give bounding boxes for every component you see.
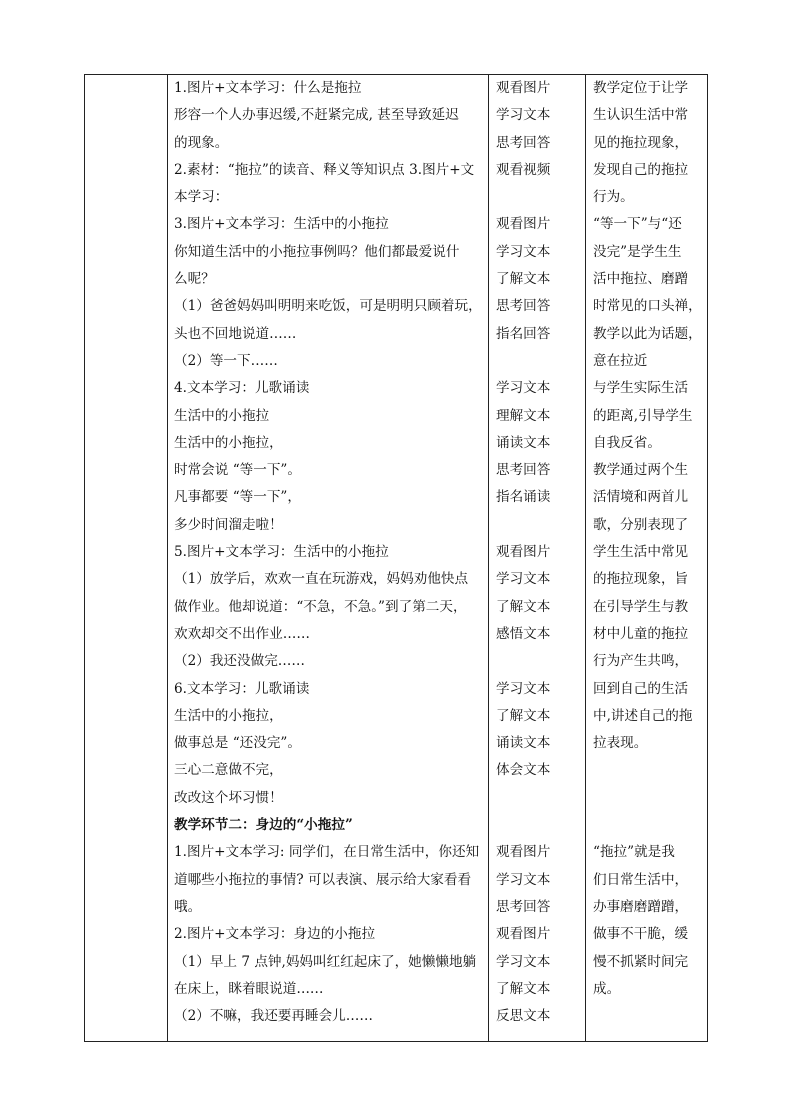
intent-line bbox=[593, 785, 707, 812]
content-line: 道哪些小拖拉的事情? 可以表演、展示给大家看看 bbox=[174, 871, 472, 888]
content-line: 1.图片+文本学习：什么是拖拉 bbox=[174, 80, 362, 96]
activities-line: 观看图片 bbox=[496, 80, 551, 96]
activities-line: 观看图片 bbox=[496, 844, 551, 861]
content-line: 头也不回地说道…… bbox=[174, 325, 297, 342]
content-line: 欢欢却交不出作业…… bbox=[174, 625, 310, 642]
content-line: 生活中的小拖拉， bbox=[174, 707, 283, 724]
activities-line bbox=[496, 648, 585, 675]
activities-line bbox=[496, 812, 585, 839]
intent-line: 材中儿童的拖拉 bbox=[593, 625, 689, 642]
activities-line: 体会文本 bbox=[496, 762, 551, 779]
activities-line: 观看图片 bbox=[496, 544, 551, 561]
content-line: 做事总是 “还没完”。 bbox=[174, 735, 301, 752]
activities-line: 观看视频 bbox=[496, 161, 551, 178]
intent-line: 自我反省。 bbox=[593, 434, 661, 451]
intent-line: 做事不干脆，缓 bbox=[593, 926, 689, 943]
intent-line: 中,讲述自己的拖 bbox=[593, 707, 693, 724]
intent-column bbox=[586, 75, 708, 1042]
content-line: 改改这个坏习惯！ bbox=[174, 789, 283, 806]
content-line: 在床上，眯着眼说道…… bbox=[174, 980, 324, 997]
content-line: 6.文本学习：儿歌诵读 bbox=[174, 680, 310, 697]
activities-line: 了解文本 bbox=[496, 707, 551, 724]
content-line: 3.图片+文本学习：生活中的小拖拉 bbox=[174, 216, 389, 233]
activities-line bbox=[496, 184, 585, 211]
content-line: （2）等一下…… bbox=[174, 352, 278, 369]
activities-line: 了解文本 bbox=[496, 980, 551, 997]
intent-line: 慢不抓紧时间完 bbox=[593, 953, 689, 970]
intent-line bbox=[593, 812, 707, 839]
intent-line: “拖拉”就是我 bbox=[593, 844, 675, 861]
activities-line: 学习文本 bbox=[496, 680, 551, 697]
activities-line: 学习文本 bbox=[496, 243, 551, 260]
intent-line: 见的拖拉现象， bbox=[593, 134, 689, 151]
activities-line: 学习文本 bbox=[496, 871, 551, 888]
activities-line bbox=[496, 348, 585, 375]
activities-line: 思考回答 bbox=[496, 898, 551, 915]
content-line: （1）爸爸妈妈叫明明来吃饭，可是明明只顾着玩， bbox=[174, 298, 482, 315]
intent-line: 生认识生活中常 bbox=[593, 107, 689, 124]
lesson-plan-table bbox=[84, 74, 708, 1042]
intent-line: 活中拖拉、磨蹭 bbox=[593, 271, 689, 288]
content-line: 教学环节二：身边的“小拖拉” bbox=[174, 817, 353, 834]
content-line: （2）我还没做完…… bbox=[174, 653, 305, 670]
stage-column bbox=[85, 75, 168, 1042]
activities-line: 诵读文本 bbox=[496, 735, 551, 752]
content-line: 2.图片+文本学习：身边的小拖拉 bbox=[174, 926, 376, 943]
activities-line: 反思文本 bbox=[496, 1008, 551, 1025]
intent-line: “等一下”与“还 bbox=[593, 216, 682, 233]
intent-line: 意在拉近 bbox=[593, 352, 648, 369]
activities-line: 指名诵读 bbox=[496, 489, 551, 506]
intent-line: 教学以此为话题， bbox=[593, 325, 702, 342]
content-line: （1）放学后，欢欢一直在玩游戏，妈妈劝他快点 bbox=[174, 571, 469, 588]
activities-line: 思考回答 bbox=[496, 462, 551, 479]
intent-line: 教学定位于让学 bbox=[593, 80, 689, 96]
content-line: 的现象。 bbox=[174, 134, 229, 151]
activities-line: 学习文本 bbox=[496, 571, 551, 588]
intent-line: 回到自己的生活 bbox=[593, 680, 689, 697]
content-line: 凡事都要 “等一下”， bbox=[174, 489, 301, 506]
content-line: 1.图片+文本学习: 同学们，在日常生活中，你还知 bbox=[174, 844, 480, 861]
intent-line: 办事磨磨蹭蹭， bbox=[593, 898, 689, 915]
intent-line: 的距离,引导学生 bbox=[593, 407, 693, 424]
table-row bbox=[85, 75, 708, 1042]
intent-line: 时常见的口头禅， bbox=[593, 298, 702, 315]
content-line: 么呢？ bbox=[174, 271, 215, 288]
intent-line: 没完”是学生生 bbox=[593, 243, 682, 260]
content-line: 2.素材：“拖拉”的读音、释义等知识点 3.图片+文 bbox=[174, 161, 475, 178]
intent-line: 学生生活中常见 bbox=[593, 544, 689, 561]
activities-line: 学习文本 bbox=[496, 380, 551, 397]
activities-line: 观看图片 bbox=[496, 216, 551, 233]
content-line: 生活中的小拖拉 bbox=[174, 407, 270, 424]
activities-line: 感悟文本 bbox=[496, 625, 551, 642]
content-line: 三心二意做不完， bbox=[174, 762, 283, 779]
intent-line: 教学通过两个生 bbox=[593, 462, 689, 479]
intent-line: 活情境和两首儿 bbox=[593, 489, 689, 506]
intent-line: 的拖拉现象，旨 bbox=[593, 571, 689, 588]
content-line: 时常会说 “等一下”。 bbox=[174, 462, 301, 479]
activities-line: 思考回答 bbox=[496, 134, 551, 151]
activities-line: 理解文本 bbox=[496, 407, 551, 424]
content-column bbox=[168, 75, 489, 1042]
activities-line: 指名回答 bbox=[496, 325, 551, 342]
activities-line: 诵读文本 bbox=[496, 434, 551, 451]
activities-line: 了解文本 bbox=[496, 271, 551, 288]
intent-line: 发现自己的拖拉 bbox=[593, 161, 689, 178]
intent-line bbox=[593, 757, 707, 784]
activities-line: 学习文本 bbox=[496, 107, 551, 124]
activity-column bbox=[489, 75, 586, 1042]
content-line: （2）不嘛，我还要再睡会儿…… bbox=[174, 1008, 373, 1025]
activities-line bbox=[496, 785, 585, 812]
intent-line: 行为产生共鸣， bbox=[593, 653, 689, 670]
content-line: 你知道生活中的小拖拉事例吗？他们都最爱说什 bbox=[174, 243, 460, 260]
intent-line: 拉表现。 bbox=[593, 735, 648, 752]
content-line: 4.文本学习：儿歌诵读 bbox=[174, 380, 310, 397]
intent-line: 歌，分别表现了 bbox=[593, 516, 689, 533]
intent-line: 们日常生活中， bbox=[593, 871, 689, 888]
intent-line: 与学生实际生活 bbox=[593, 380, 689, 397]
content-line: 多少时间溜走啦！ bbox=[174, 516, 283, 533]
activities-line bbox=[496, 512, 585, 539]
content-line: 生活中的小拖拉， bbox=[174, 434, 283, 451]
activities-line: 了解文本 bbox=[496, 598, 551, 615]
content-line: 做作业。他却说道：“不急，不急。”到了第二天， bbox=[174, 598, 467, 615]
intent-line: 在引导学生与教 bbox=[593, 598, 689, 615]
activity-lines bbox=[489, 75, 585, 1030]
content-line: 哦。 bbox=[174, 898, 202, 915]
content-lines bbox=[168, 75, 488, 1030]
activities-line: 观看图片 bbox=[496, 926, 551, 943]
intent-lines bbox=[586, 75, 707, 1003]
intent-line: 行为。 bbox=[593, 189, 634, 206]
content-line: （1）早上 7 点钟,妈妈叫红红起床了，她懒懒地躺 bbox=[174, 953, 477, 970]
activities-line: 学习文本 bbox=[496, 953, 551, 970]
content-line: 5.图片+文本学习：生活中的小拖拉 bbox=[174, 544, 389, 561]
activities-line: 思考回答 bbox=[496, 298, 551, 315]
content-line: 形容一个人办事迟缓,不赶紧完成, 甚至导致延迟 bbox=[174, 107, 459, 124]
intent-line: 成。 bbox=[593, 980, 621, 997]
content-line: 本学习： bbox=[174, 189, 229, 206]
